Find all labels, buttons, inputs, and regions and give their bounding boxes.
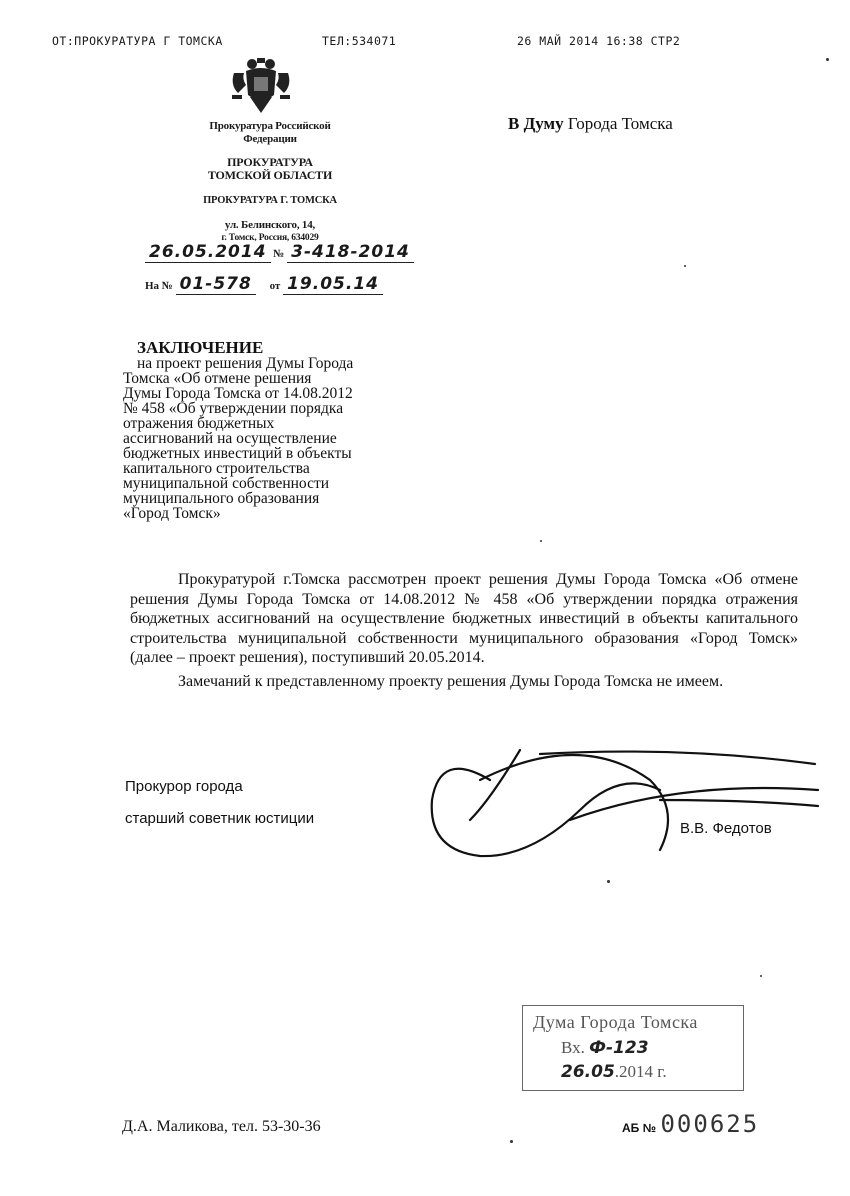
conclusion-subject-line: на проект решения Думы Города [137, 355, 354, 372]
conclusion-subject-line: № 458 «Об утверждении порядка [123, 400, 344, 417]
document-body [130, 570, 798, 691]
conclusion-title: ЗАКЛЮЧЕНИЕ [137, 338, 264, 357]
letterhead-line: ПРОКУРАТУРА Г. ТОМСКА [203, 195, 337, 206]
stamp-date-line [561, 1062, 667, 1082]
conclusion-subject-line: ассигнований на осуществление [123, 430, 337, 447]
signer-title: Прокурор города [125, 778, 243, 795]
conclusion-subject-line: капитального строительства [123, 460, 310, 477]
conclusion-subject-line: отражения бюджетных [123, 415, 275, 432]
fax-header-date-page: 26 МАЙ 2014 16:38 СТР2 [517, 34, 681, 48]
conclusion-subject-line: Думы Города Томска от 14.08.2012 [123, 385, 353, 402]
scan-speck [760, 975, 762, 977]
reference-from-label: от [269, 280, 281, 292]
reference-date: 19.05.14 [283, 274, 383, 295]
letterhead-line: г. Томск, Россия, 634029 [221, 233, 319, 243]
handwritten-signature [420, 740, 820, 870]
registration-line [145, 242, 414, 262]
letterhead-line: ул. Белинского, 14, [224, 219, 316, 231]
addressee [508, 114, 673, 134]
letterhead-line: ТОМСКОЙ ОБЛАСТИ [207, 168, 333, 182]
reference-number: 01-578 [176, 274, 256, 295]
conclusion-subject-line: муниципальной собственности [123, 475, 330, 492]
stamp-organization: Дума Города Томска [533, 1012, 698, 1032]
incoming-registration-stamp [522, 1005, 744, 1091]
signer-rank: старший советник юстиции [125, 810, 315, 827]
executor-contact: Д.А. Маликова, тел. 53-30-36 [122, 1118, 321, 1135]
signer-name: В.В. Федотов [680, 820, 772, 837]
fax-header [52, 34, 752, 52]
conclusion-subject-line: Томска «Об отмене решения [123, 370, 312, 387]
reference-line [145, 274, 383, 294]
letterhead-line: ПРОКУРАТУРА [227, 155, 313, 169]
fax-header-tel: ТЕЛ:534071 [322, 34, 397, 48]
letterhead [160, 120, 380, 245]
conclusion-block [123, 340, 419, 521]
stamp-incoming-number: Ф-123 [589, 1038, 649, 1058]
scan-speck [510, 1140, 513, 1143]
stamp-date: 26.05 [561, 1062, 615, 1082]
addressee-prefix: В Думу [508, 114, 564, 133]
addressee-rest: Города Томска [563, 114, 673, 133]
letterhead-line: Федерации [243, 133, 297, 145]
letterhead-line: Прокуратура Российской [209, 120, 331, 132]
scan-speck [607, 880, 610, 883]
fax-header-from: ОТ:ПРОКУРАТУРА Г ТОМСКА [52, 34, 223, 48]
stamp-year: .2014 г. [614, 1062, 667, 1081]
scan-speck [684, 265, 686, 267]
conclusion-subject-line: бюджетных инвестиций в объекты [123, 445, 352, 462]
conclusion-subject-line: муниципального образования [123, 490, 320, 507]
stamp-incoming-line [561, 1038, 649, 1058]
registration-date: 26.05.2014 [145, 242, 271, 263]
body-paragraph: Замечаний к представленному проекту решения Думы Города Томска не имеем. [178, 672, 724, 690]
conclusion-subject-line: «Город Томск» [123, 505, 221, 522]
form-serial-number [622, 1110, 759, 1138]
serial-prefix: АБ № [622, 1121, 657, 1135]
coat-of-arms-emblem [228, 55, 294, 117]
scan-speck [826, 58, 829, 61]
body-paragraph: Прокуратурой г.Томска рассмотрен проект решения Думы Города Томска «Об отмене решения Думы Города Томска от 14.08.2012 № 458 «Об утверждении порядка отражения бюджетных ассигнований на осуществление бюджетных инвестиций в объекты капитального строительства муниципальной собственности муниципального образования «Город Томск» (далее – проект решения), поступивший 20.05.2014. [130, 571, 798, 666]
registration-number: 3-418-2014 [287, 242, 414, 263]
stamp-incoming-label: Вх. [561, 1038, 585, 1057]
scan-speck [540, 540, 542, 542]
serial-number: 000625 [660, 1110, 760, 1138]
registration-number-label: № [273, 248, 285, 260]
reference-label: На № [145, 280, 173, 292]
